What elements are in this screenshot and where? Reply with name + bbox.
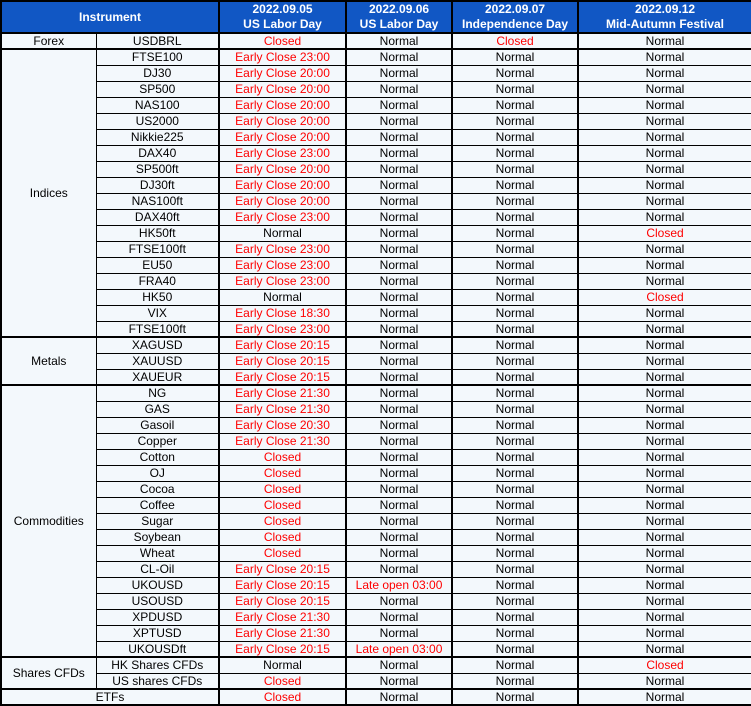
table-row <box>1 449 751 465</box>
header-row <box>1 1 751 33</box>
category-cell: Indices <box>1 49 96 337</box>
status-cell: Normal <box>452 641 578 657</box>
status-cell: Closed <box>219 545 346 561</box>
table-row <box>1 385 751 401</box>
status-cell: Normal <box>346 129 452 145</box>
status-cell: Closed <box>578 289 751 305</box>
table-row <box>1 289 751 305</box>
status-cell: Early Close 23:00 <box>219 241 346 257</box>
status-cell: Normal <box>346 65 452 81</box>
status-cell: Early Close 21:30 <box>219 609 346 625</box>
instrument-cell: FTSE100 <box>96 49 219 65</box>
status-cell: Normal <box>346 513 452 529</box>
instrument-cell: DJ30ft <box>96 177 219 193</box>
instrument-cell: Cotton <box>96 449 219 465</box>
status-cell: Normal <box>578 689 751 705</box>
status-cell: Normal <box>452 657 578 673</box>
status-cell: Normal <box>346 161 452 177</box>
status-cell: Normal <box>346 145 452 161</box>
instrument-cell: GAS <box>96 401 219 417</box>
status-cell: Normal <box>452 625 578 641</box>
instrument-cell: UKOUSD <box>96 577 219 593</box>
status-cell: Closed <box>219 689 346 705</box>
status-cell: Normal <box>452 401 578 417</box>
status-cell: Early Close 23:00 <box>219 49 346 65</box>
status-cell: Normal <box>346 225 452 241</box>
status-cell: Normal <box>578 193 751 209</box>
status-cell: Normal <box>452 145 578 161</box>
status-cell: Normal <box>346 257 452 273</box>
table-row <box>1 689 751 705</box>
status-cell: Early Close 20:00 <box>219 193 346 209</box>
instrument-cell: HK Shares CFDs <box>96 657 219 673</box>
status-cell: Early Close 20:00 <box>219 65 346 81</box>
table-row <box>1 481 751 497</box>
status-cell: Normal <box>578 97 751 113</box>
table-row <box>1 545 751 561</box>
header-holiday-name: Mid-Autumn Festival <box>606 17 725 31</box>
status-cell: Early Close 23:00 <box>219 321 346 337</box>
status-cell: Normal <box>452 177 578 193</box>
table-row <box>1 177 751 193</box>
status-cell: Normal <box>578 401 751 417</box>
instrument-cell: DJ30 <box>96 65 219 81</box>
instrument-cell: XAGUSD <box>96 337 219 353</box>
instrument-cell: HK50ft <box>96 225 219 241</box>
table-row <box>1 577 751 593</box>
status-cell: Normal <box>346 401 452 417</box>
status-cell: Normal <box>346 449 452 465</box>
table-row <box>1 273 751 289</box>
status-cell: Normal <box>452 289 578 305</box>
instrument-cell: EU50 <box>96 257 219 273</box>
instrument-cell: HK50 <box>96 289 219 305</box>
header-date: 2022.09.06 <box>368 2 430 16</box>
status-cell: Normal <box>346 417 452 433</box>
status-cell: Early Close 20:00 <box>219 113 346 129</box>
status-cell: Early Close 20:30 <box>219 417 346 433</box>
table-row <box>1 609 751 625</box>
status-cell: Early Close 20:00 <box>219 161 346 177</box>
status-cell: Normal <box>452 209 578 225</box>
status-cell: Normal <box>452 609 578 625</box>
instrument-cell: Coffee <box>96 497 219 513</box>
status-cell: Normal <box>578 497 751 513</box>
status-cell: Late open 03:00 <box>346 641 452 657</box>
category-cell: Metals <box>1 337 96 385</box>
status-cell: Normal <box>578 337 751 353</box>
instrument-cell: CL-Oil <box>96 561 219 577</box>
status-cell: Normal <box>578 513 751 529</box>
status-cell: Normal <box>452 529 578 545</box>
header-date: 2022.09.05 <box>252 2 313 16</box>
status-cell: Normal <box>452 305 578 321</box>
table-row <box>1 305 751 321</box>
status-cell: Normal <box>346 305 452 321</box>
status-cell: Normal <box>578 625 751 641</box>
instrument-cell: VIX <box>96 305 219 321</box>
status-cell: Normal <box>346 481 452 497</box>
status-cell: Normal <box>578 257 751 273</box>
status-cell: Early Close 20:15 <box>219 641 346 657</box>
status-cell: Normal <box>346 673 452 689</box>
status-cell: Normal <box>578 113 751 129</box>
category-cell: Commodities <box>1 385 96 657</box>
status-cell: Closed <box>219 497 346 513</box>
status-cell: Normal <box>346 385 452 401</box>
instrument-cell: XAUUSD <box>96 353 219 369</box>
status-cell: Normal <box>452 49 578 65</box>
status-cell: Normal <box>452 225 578 241</box>
status-cell: Normal <box>452 385 578 401</box>
table-row <box>1 193 751 209</box>
instrument-cell: DAX40ft <box>96 209 219 225</box>
status-cell: Normal <box>346 193 452 209</box>
table-row <box>1 65 751 81</box>
status-cell: Normal <box>452 97 578 113</box>
status-cell: Normal <box>346 657 452 673</box>
status-cell: Normal <box>578 209 751 225</box>
table-row <box>1 625 751 641</box>
status-cell: Normal <box>452 497 578 513</box>
table-row <box>1 369 751 385</box>
status-cell: Early Close 20:00 <box>219 129 346 145</box>
header-holiday-name: US Labor Day <box>359 17 439 31</box>
table-row <box>1 145 751 161</box>
status-cell: Early Close 20:15 <box>219 369 346 385</box>
table-row <box>1 225 751 241</box>
status-cell: Normal <box>578 273 751 289</box>
header-date: 2022.09.07 <box>484 2 546 16</box>
status-cell: Early Close 23:00 <box>219 145 346 161</box>
status-cell: Early Close 20:15 <box>219 577 346 593</box>
status-cell: Normal <box>452 257 578 273</box>
status-cell: Normal <box>346 113 452 129</box>
table-row <box>1 641 751 657</box>
status-cell: Normal <box>346 689 452 705</box>
status-cell: Normal <box>578 145 751 161</box>
status-cell: Normal <box>578 577 751 593</box>
category-cell: Forex <box>1 33 96 49</box>
instrument-header: Instrument <box>1 1 219 33</box>
instrument-cell: XPTUSD <box>96 625 219 641</box>
status-cell: Normal <box>452 433 578 449</box>
status-cell: Normal <box>452 353 578 369</box>
instrument-cell: SP500 <box>96 81 219 97</box>
status-cell: Early Close 21:30 <box>219 625 346 641</box>
status-cell: Normal <box>578 321 751 337</box>
status-cell: Early Close 20:00 <box>219 177 346 193</box>
status-cell: Normal <box>578 81 751 97</box>
instrument-cell: FRA40 <box>96 273 219 289</box>
status-cell: Normal <box>578 65 751 81</box>
status-cell: Normal <box>578 449 751 465</box>
status-cell: Normal <box>578 465 751 481</box>
table-row <box>1 161 751 177</box>
instrument-cell: USDBRL <box>96 33 219 49</box>
status-cell: Normal <box>578 305 751 321</box>
status-cell: Normal <box>346 81 452 97</box>
status-cell: Closed <box>219 465 346 481</box>
status-cell: Normal <box>346 49 452 65</box>
status-cell: Closed <box>452 33 578 49</box>
table-row <box>1 81 751 97</box>
table-row <box>1 33 751 49</box>
status-cell: Early Close 23:00 <box>219 257 346 273</box>
status-cell: Closed <box>219 529 346 545</box>
status-cell: Normal <box>346 273 452 289</box>
status-cell: Closed <box>219 449 346 465</box>
status-cell: Normal <box>346 609 452 625</box>
status-cell: Early Close 20:00 <box>219 97 346 113</box>
table-row <box>1 497 751 513</box>
status-cell: Normal <box>578 417 751 433</box>
status-cell: Normal <box>578 433 751 449</box>
status-cell: Normal <box>346 209 452 225</box>
instrument-cell: FTSE100ft <box>96 241 219 257</box>
status-cell: Closed <box>219 513 346 529</box>
status-cell: Normal <box>578 177 751 193</box>
status-cell: Early Close 20:15 <box>219 353 346 369</box>
instrument-cell: XAUEUR <box>96 369 219 385</box>
status-cell: Normal <box>452 241 578 257</box>
table-row <box>1 433 751 449</box>
status-cell: Early Close 23:00 <box>219 273 346 289</box>
instrument-cell: Gasoil <box>96 417 219 433</box>
instrument-cell: US shares CFDs <box>96 673 219 689</box>
status-cell: Normal <box>346 465 452 481</box>
status-cell: Early Close 21:30 <box>219 385 346 401</box>
status-cell: Normal <box>578 481 751 497</box>
header-holiday-name: Independence Day <box>462 17 569 31</box>
status-cell: Normal <box>452 513 578 529</box>
status-cell: Early Close 21:30 <box>219 401 346 417</box>
instrument-cell: US2000 <box>96 113 219 129</box>
status-cell: Normal <box>452 369 578 385</box>
status-cell: Normal <box>346 33 452 49</box>
status-cell: Normal <box>578 353 751 369</box>
status-cell: Normal <box>578 641 751 657</box>
instrument-cell: Soybean <box>96 529 219 545</box>
table-row <box>1 561 751 577</box>
status-cell: Normal <box>452 673 578 689</box>
status-cell: Normal <box>578 49 751 65</box>
instrument-cell: XPDUSD <box>96 609 219 625</box>
status-cell: Normal <box>346 529 452 545</box>
status-cell: Normal <box>346 337 452 353</box>
status-cell: Normal <box>452 65 578 81</box>
table-row <box>1 417 751 433</box>
table-row <box>1 97 751 113</box>
status-cell: Normal <box>452 577 578 593</box>
table-row <box>1 529 751 545</box>
status-cell: Normal <box>452 273 578 289</box>
date-column-header <box>219 1 346 33</box>
status-cell: Normal <box>452 561 578 577</box>
instrument-cell: Sugar <box>96 513 219 529</box>
status-cell: Normal <box>346 97 452 113</box>
status-cell: Normal <box>452 593 578 609</box>
status-cell: Normal <box>346 241 452 257</box>
header-date: 2022.09.12 <box>634 2 696 16</box>
table-row <box>1 401 751 417</box>
status-cell: Early Close 23:00 <box>219 209 346 225</box>
table-row <box>1 321 751 337</box>
date-column-header <box>578 1 751 33</box>
status-cell: Normal <box>219 225 346 241</box>
status-cell: Normal <box>346 433 452 449</box>
status-cell: Early Close 21:30 <box>219 433 346 449</box>
status-cell: Normal <box>346 593 452 609</box>
status-cell: Early Close 20:15 <box>219 593 346 609</box>
instrument-cell: FTSE100ft <box>96 321 219 337</box>
table-row <box>1 465 751 481</box>
instrument-cell: USOUSD <box>96 593 219 609</box>
date-column-header <box>346 1 452 33</box>
table-row <box>1 241 751 257</box>
instrument-cell: Copper <box>96 433 219 449</box>
status-cell: Normal <box>346 561 452 577</box>
instrument-cell: Wheat <box>96 545 219 561</box>
instrument-cell: OJ <box>96 465 219 481</box>
status-cell: Normal <box>578 673 751 689</box>
instrument-cell: DAX40 <box>96 145 219 161</box>
status-cell: Closed <box>578 225 751 241</box>
status-cell: Normal <box>452 161 578 177</box>
status-cell: Normal <box>578 529 751 545</box>
instrument-cell: SP500ft <box>96 161 219 177</box>
status-cell: Closed <box>219 481 346 497</box>
status-cell: Normal <box>578 545 751 561</box>
status-cell: Normal <box>346 353 452 369</box>
instrument-cell: NAS100ft <box>96 193 219 209</box>
category-cell: Shares CFDs <box>1 657 96 689</box>
status-cell: Normal <box>219 289 346 305</box>
instrument-cell: UKOUSDft <box>96 641 219 657</box>
table-row <box>1 113 751 129</box>
status-cell: Normal <box>578 385 751 401</box>
status-cell: Normal <box>578 161 751 177</box>
status-cell: Normal <box>452 449 578 465</box>
status-cell: Normal <box>578 593 751 609</box>
status-cell: Normal <box>346 497 452 513</box>
table-row <box>1 513 751 529</box>
date-column-header <box>452 1 578 33</box>
status-cell: Normal <box>452 481 578 497</box>
status-cell: Normal <box>452 545 578 561</box>
status-cell: Normal <box>452 417 578 433</box>
table-row <box>1 593 751 609</box>
status-cell: Closed <box>219 673 346 689</box>
status-cell: Normal <box>346 177 452 193</box>
status-cell: Normal <box>578 561 751 577</box>
table-row <box>1 657 751 673</box>
status-cell: Normal <box>346 289 452 305</box>
status-cell: Early Close 20:15 <box>219 561 346 577</box>
category-cell: ETFs <box>1 689 219 705</box>
status-cell: Normal <box>578 33 751 49</box>
status-cell: Normal <box>346 625 452 641</box>
instrument-cell: Cocoa <box>96 481 219 497</box>
instrument-cell: NAS100 <box>96 97 219 113</box>
status-cell: Normal <box>578 609 751 625</box>
status-cell: Closed <box>219 33 346 49</box>
header-holiday-name: US Labor Day <box>243 17 322 31</box>
status-cell: Normal <box>578 129 751 145</box>
status-cell: Normal <box>578 369 751 385</box>
status-cell: Normal <box>346 545 452 561</box>
status-cell: Normal <box>452 193 578 209</box>
status-cell: Normal <box>452 129 578 145</box>
status-cell: Normal <box>452 689 578 705</box>
status-cell: Normal <box>346 369 452 385</box>
table-row <box>1 337 751 353</box>
status-cell: Normal <box>452 113 578 129</box>
status-cell: Late open 03:00 <box>346 577 452 593</box>
status-cell: Normal <box>578 241 751 257</box>
status-cell: Normal <box>452 81 578 97</box>
status-cell: Normal <box>452 465 578 481</box>
table-row <box>1 673 751 689</box>
status-cell: Normal <box>452 337 578 353</box>
table-row <box>1 353 751 369</box>
table-row <box>1 209 751 225</box>
instrument-cell: NG <box>96 385 219 401</box>
status-cell: Normal <box>452 321 578 337</box>
status-cell: Normal <box>219 657 346 673</box>
table-row <box>1 129 751 145</box>
status-cell: Closed <box>578 657 751 673</box>
instrument-cell: Nikkie225 <box>96 129 219 145</box>
status-cell: Normal <box>346 321 452 337</box>
status-cell: Early Close 18:30 <box>219 305 346 321</box>
table-row <box>1 257 751 273</box>
table-row <box>1 49 751 65</box>
status-cell: Early Close 20:15 <box>219 337 346 353</box>
status-cell: Early Close 20:00 <box>219 81 346 97</box>
